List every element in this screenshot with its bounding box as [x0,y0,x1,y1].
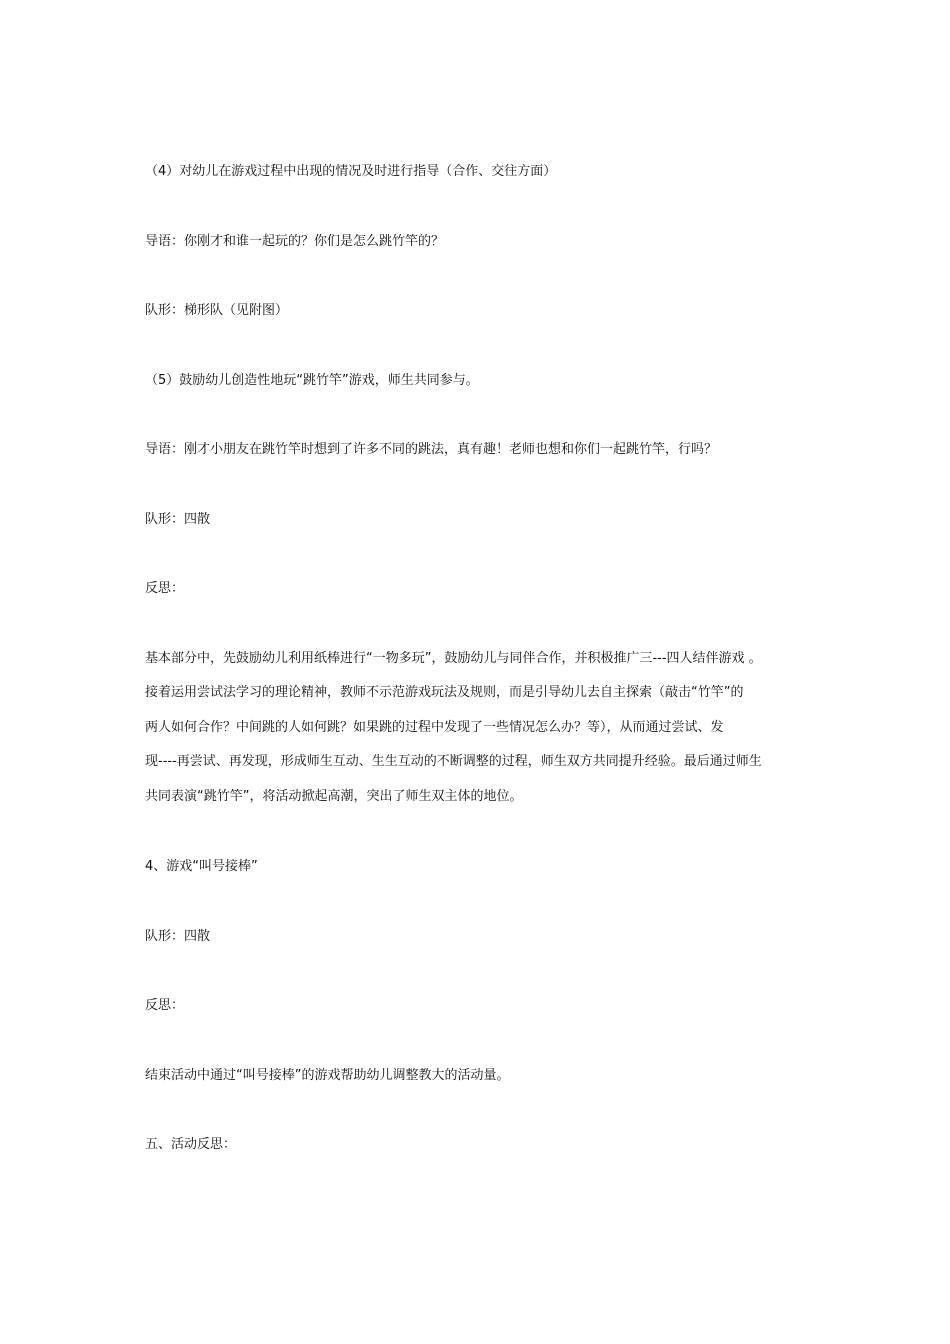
step-4-formation: 队形：梯形队（见附图） [145,303,289,318]
reflection-paragraph-line: 接着运用尝试法学习的理论精神，教师不示范游戏玩法及规则，而是引导幼儿去自主探索（敲击“竹竿”的 [145,685,744,700]
section-4-reflection-label: 反思： [145,998,185,1013]
step-4-text: （4）对幼儿在游戏过程中出现的情况及时进行指导（合作、交往方面） [145,164,557,179]
section-5-title: 五、活动反思： [145,1137,237,1152]
reflection-paragraph-line: 现----再尝试、再发现，形成师生互动、生生互动的不断调整的过程，师生双方共同提升经验。最后通过师生 [145,754,762,769]
step-5-text: （5）鼓励幼儿创造性地玩“跳竹竿”游戏，师生共同参与。 [145,373,479,388]
reflection-label: 反思： [145,581,185,596]
step-5-formation: 队形：四散 [145,512,211,527]
step-5-prompt: 导语：刚才小朋友在跳竹竿时想到了许多不同的跳法，真有趣！老师也想和你们一起跳竹竿，行吗？ [145,442,718,457]
section-4-formation: 队形：四散 [145,929,211,944]
section-4-reflection-text: 结束活动中通过“叫号接棒”的游戏帮助幼儿调整教大的活动量。 [145,1068,510,1083]
reflection-paragraph-line: 基本部分中，先鼓励幼儿利用纸棒进行“一物多玩”，鼓励幼儿与同伴合作，并积极推广三---四人结伴游戏 。 [145,651,762,666]
section-4-title: 4、游戏“叫号接棒” [145,859,258,874]
reflection-paragraph-line: 共同表演“跳竹竿”，将活动掀起高潮，突出了师生双主体的地位。 [145,789,523,804]
step-4-prompt: 导语：你刚才和谁一起玩的？你们是怎么跳竹竿的？ [145,234,445,249]
reflection-paragraph-line: 两人如何合作？中间跳的人如何跳？如果跳的过程中发现了一些情况怎么办？等），从而通过尝试、发 [145,720,724,735]
